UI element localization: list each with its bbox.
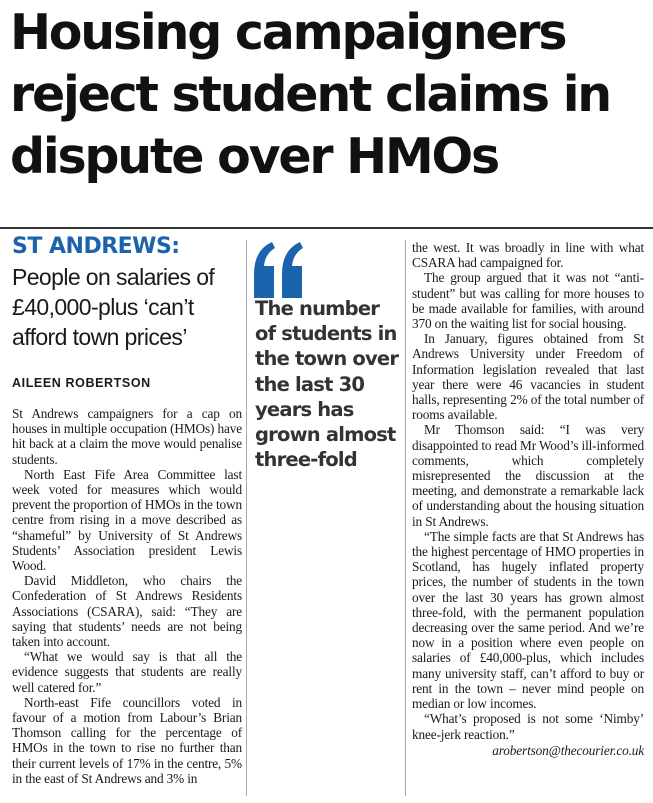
body-paragraph: North-east Fife councillors voted in favour of a motion from Labour’s Brian Thomson calling for the percentage of HMOs in the town to rise no further than their current levels of 17% in the centre, 5% in the east of St Andrews and 3% in xyxy=(12,694,242,786)
body-paragraph: “What’s proposed is not some ‘Nimby’ knee-jerk reaction.” xyxy=(412,711,644,742)
headline-rule xyxy=(0,227,653,229)
standfirst: People on salaries of £40,000-plus ‘can’t afford town prices’ xyxy=(12,264,215,350)
byline: AILEEN ROBERTSON xyxy=(12,376,151,390)
body-paragraph: “What we would say is that all the evidence suggests that students are really well catered for.” xyxy=(12,649,242,695)
kicker: ST ANDREWS: xyxy=(12,234,180,259)
column-divider xyxy=(405,240,406,796)
body-paragraph: “The simple facts are that St Andrews has the highest percentage of HMO properties in Scotland, has hugely inflated property prices, the number of students in the town over the last 30 years has grown almost three-fold, with the permanent population decreasing over the same period. And we’re now in a position where even people on salaries of £40,000-plus, which includes many university staff, can’t afford to buy or rent in the town – never mind people on median or low incomes. xyxy=(412,528,644,712)
body-paragraph: Mr Thomson said: “I was very disappointed to read Mr Wood’s ill-informed comments, which completely misrepresented the discussion at the meeting, and demonstrate a remarkable lack of understanding about the housing situation in St Andrews. xyxy=(412,422,644,529)
body-paragraph: St Andrews campaigners for a cap on houses in multiple occupation (HMOs) have hit back at a claim the move would penalise students. xyxy=(12,406,242,467)
body-column-right xyxy=(412,240,644,758)
body-paragraph: The group argued that it was not “anti-student” but was calling for more houses to be made available for families, with around 370 on the waiting list for social housing. xyxy=(412,270,644,332)
column-divider xyxy=(246,240,247,796)
body-paragraph: the west. It was broadly in line with what CSARA had campaigned for. xyxy=(412,240,644,271)
pull-quote: The number of students in the town over the last 30 years has grown almost three-fold xyxy=(255,297,399,472)
body-paragraph: David Middleton, who chairs the Confederation of St Andrews Residents Associations (CSARA), said: “They are saying that students’ needs are not being taken into account. xyxy=(12,573,242,650)
author-email: arobertson@thecourier.co.uk xyxy=(492,742,644,758)
headline: Housing campaigners reject student claims in dispute over HMOs xyxy=(10,4,610,185)
body-column-left xyxy=(12,406,242,786)
body-paragraph: North East Fife Area Committee last week voted for measures which would prevent the proportion of HMOs in the town centre from rising in a move described as “shameful” by University of St Andrews Students’ Association president Lewis Wood. xyxy=(12,466,242,574)
body-paragraph: In January, figures obtained from St Andrews University under Freedom of Information legislation revealed that last year there were 46 vacancies in student halls, representing 2% of the total number of rooms available. xyxy=(412,331,644,423)
